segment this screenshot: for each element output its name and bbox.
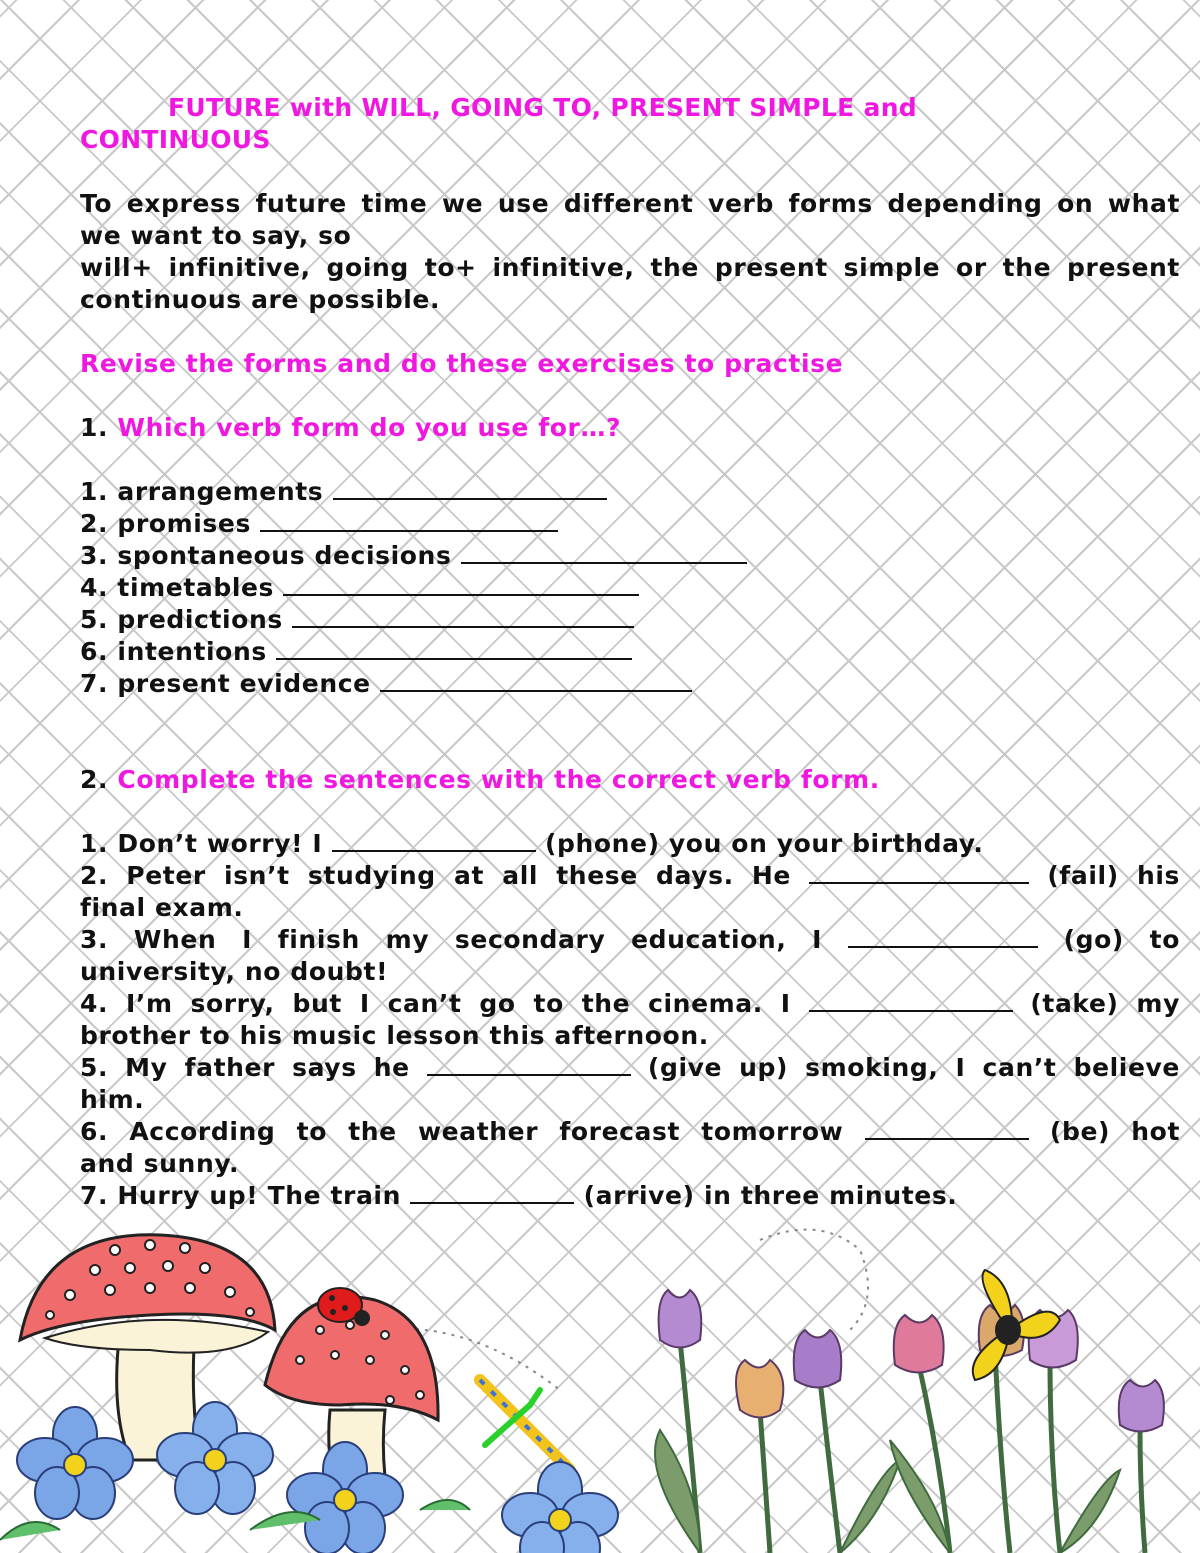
- exercise-2-heading: [80, 764, 1180, 796]
- revise-heading: Revise the forms and do these exercises to practise: [80, 349, 844, 378]
- answer-blank[interactable]: [260, 508, 558, 532]
- answer-blank[interactable]: [292, 604, 634, 628]
- answer-blank[interactable]: [283, 572, 639, 596]
- sentence-2: [80, 860, 1180, 892]
- list-item: [80, 572, 1180, 604]
- exercise-1-instruction: Which verb form do you use for…?: [117, 413, 622, 442]
- list-item-label: 7. present evidence: [80, 669, 371, 698]
- list-item-label: 5. predictions: [80, 605, 283, 634]
- answer-blank[interactable]: [809, 988, 1013, 1012]
- answer-blank[interactable]: [809, 860, 1029, 884]
- exercise-2-sentences: [80, 828, 1180, 1212]
- sentence-text: (fail) his: [1047, 861, 1180, 890]
- sentence-text: (go) to: [1063, 925, 1181, 954]
- answer-blank[interactable]: [848, 924, 1038, 948]
- answer-blank[interactable]: [865, 1116, 1029, 1140]
- list-item: [80, 540, 1180, 572]
- intro-line-1: To express future time we use different verb forms depending on what: [80, 189, 1180, 218]
- intro-line-4: continuous are possible.: [80, 285, 441, 314]
- answer-blank[interactable]: [332, 828, 536, 852]
- decorative-illustration: [0, 1210, 1200, 1553]
- sentence-text: 6. According to the weather forecast tomorrow: [80, 1117, 844, 1146]
- intro-line-2: we want to say, so: [80, 221, 352, 250]
- answer-blank[interactable]: [333, 476, 607, 500]
- sentence-text: 7. Hurry up! The train: [80, 1181, 402, 1210]
- sentence-text: 1. Don’t worry! I: [80, 829, 323, 858]
- list-item: [80, 508, 1180, 540]
- list-item: [80, 636, 1180, 668]
- sentence-4-continued: brother to his music lesson this afternoon.: [80, 1021, 709, 1050]
- title-line-1: FUTURE with WILL, GOING TO, PRESENT SIMPLE and: [168, 93, 917, 122]
- sentence-text: (take) my: [1030, 989, 1180, 1018]
- exercise-2-number: 2.: [80, 765, 109, 794]
- list-item-label: 6. intentions: [80, 637, 267, 666]
- list-item: [80, 476, 1180, 508]
- exercise-2-instruction: Complete the sentences with the correct verb form.: [117, 765, 880, 794]
- sentence-text: 2. Peter isn’t studying at all these days. He: [80, 861, 791, 890]
- sentence-text: (give up) smoking, I can’t believe: [647, 1053, 1180, 1082]
- list-item-label: 4. timetables: [80, 573, 275, 602]
- worksheet: [80, 92, 1180, 1212]
- sentence-2-continued: final exam.: [80, 893, 244, 922]
- sentence-text: 4. I’m sorry, but I can’t go to the cinema. I: [80, 989, 791, 1018]
- sentence-text: 5. My father says he: [80, 1053, 410, 1082]
- answer-blank[interactable]: [276, 636, 632, 660]
- exercise-1-heading: [80, 412, 1180, 444]
- sentence-text: (phone) you on your birthday.: [544, 829, 984, 858]
- list-item-label: 1. arrangements: [80, 477, 324, 506]
- sentence-text: 3. When I finish my secondary education, I: [80, 925, 823, 954]
- sentence-6-continued: and sunny.: [80, 1149, 240, 1178]
- sentence-5: [80, 1052, 1180, 1084]
- sentence-7: [80, 1180, 1180, 1212]
- answer-blank[interactable]: [427, 1052, 631, 1076]
- list-item-label: 3. spontaneous decisions: [80, 541, 452, 570]
- sentence-3: [80, 924, 1180, 956]
- sentence-text: (arrive) in three minutes.: [583, 1181, 958, 1210]
- answer-blank[interactable]: [410, 1180, 574, 1204]
- dragonfly-icon: [480, 1380, 570, 1470]
- worksheet-title: [80, 92, 1180, 156]
- intro-paragraph: [80, 188, 1180, 316]
- answer-blank[interactable]: [461, 540, 747, 564]
- list-item: [80, 668, 1180, 700]
- intro-line-3: will+ infinitive, going to+ infinitive, the present simple or the present: [80, 253, 1180, 282]
- list-item-label: 2. promises: [80, 509, 251, 538]
- tulips-icon: [655, 1290, 1164, 1553]
- exercise-1-list: [80, 476, 1180, 700]
- sentence-1: [80, 828, 1180, 860]
- sentence-text: (be) hot: [1049, 1117, 1181, 1146]
- title-line-2: CONTINUOUS: [80, 125, 271, 154]
- exercise-1-number: 1.: [80, 413, 109, 442]
- sentence-3-continued: university, no doubt!: [80, 957, 389, 986]
- list-item: [80, 604, 1180, 636]
- sentence-4: [80, 988, 1180, 1020]
- sentence-5-continued: him.: [80, 1085, 145, 1114]
- answer-blank[interactable]: [380, 668, 692, 692]
- sentence-6: [80, 1116, 1180, 1148]
